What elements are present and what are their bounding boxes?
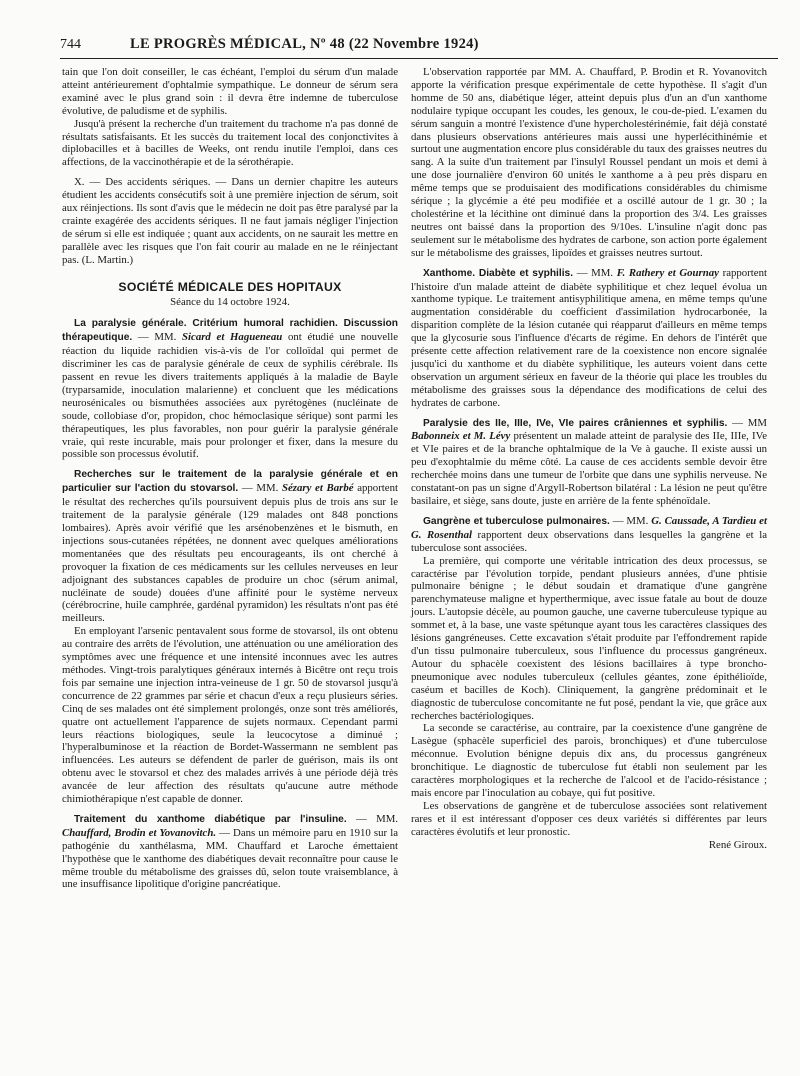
stovarsol-pre: — MM.: [238, 482, 279, 495]
conclusion-paragraph: Les observations de gangrène et de tuberculose associées sont relativement rares et il est intéressant d'opposer ces deux variétés si différentes par leurs caractères évolutifs et leur pronostic.: [411, 799, 767, 838]
paralysie-title: La paralysie générale. Critérium humoral rachidien. Discussion thérapeutique.: [62, 318, 398, 344]
journal-title: LE PROGRÈS MÉDICAL, Nº 48 (22 Novembre 1924): [130, 36, 479, 52]
gangrene-text: rapportent deux observations dans lesquelles la gangrène et la tuberculose sont associées.: [411, 528, 767, 554]
nerfs-text: présentent un malade atteint de paralysie des IIe, IIIe, IVe et VIe paires et de la branche ophtalmique de la Ve à gauche. Il existe aussi un peu d'exophtalmie du même côté. La cause de ces accidents semble devoir être recherchée moins dans une tumeur de l'orbite que dans une syphilis nerveuse. Ne constatant-on pas un signe d'Argyll-Robertson bilatéral : La lésion ne peut qu'être basilaire, et siège, sans doute, juste en arrière de la fente sphénoïdale.: [411, 430, 767, 507]
accidents-signature: (L. Martin.): [81, 253, 134, 266]
gangrene-title: Gangrène et tuberculose pulmonaires.: [423, 515, 610, 527]
trachome-paragraph: Jusqu'à présent la recherche d'un traitement du trachome n'a pas donné de résultats satisfaisants. Et les succès du traitement local des conjonctivites à diplobacilles et à bacilles de Weeks, ont rendu inutile l'emploi, dans ces affections, de la vaccinothérapie et de la sérothérapie.: [62, 117, 398, 169]
xanthome-authors: Chauffard, Brodin et Yovanovitch.: [62, 826, 217, 839]
paralysie-pre: — MM.: [132, 331, 177, 344]
accidents-paragraph: [62, 176, 398, 266]
xanthome-report: [62, 813, 398, 891]
paralysie-report: [62, 317, 398, 461]
stovarsol-text: apportent le résultat des recherches qu'ils poursuivent depuis plus de trois ans sur le traitement de la paralysie générale (129 malades ont 848 ponctions lombaires). Après avoir vérifié que les arsénobenzènes et le bismuth, en injections sous-cutanées répétées, ne donnent avec quelques améliorations momentanées que des résultats peu encourageants, ils ont cherché à provoquer la fixation de ces médicaments sur les cellules nerveuses en leur adjoignant des substances capables de produire un choc (sérum animal, nucléinate de soude) douées d'une affinité pour le système nerveux (cérébrocrine, huile camphrée, gardénal pyramidon) les résultats n'ont pas été meilleurs.: [62, 482, 398, 625]
session-date: Séance du 14 octobre 1924.: [170, 295, 290, 308]
diabete-pre: — MM.: [573, 266, 614, 279]
continued-paragraph: tain que l'on doit conseiller, le cas échéant, l'emploi du sérum d'un malade atteint antérieurement d'ophtalmie sympathique. Le donneur de sérum sera examiné avec le plus grand soin : il devra être indemne de tuberculose évolutive, de paludisme et de syphilis.: [62, 66, 398, 117]
stovarsol-title: Recherches sur le traitement de la paralysie générale et en particulier sur l'action du stovarsol.: [62, 469, 398, 495]
stovarsol-authors: Sézary et Barbé: [281, 482, 354, 495]
observation-paragraph: L'observation rapportée par MM. A. Chauffard, P. Brodin et R. Yovanovitch apporte la vérification presque expérimentale de cette hypothèse. Il s'agit d'un homme de 50 ans, diabétique léger, atteint depuis plus d'un an d'un xanthome nodulaire typique occupant les coudes, les genoux, le cou-de-pied. L'examen du sérum sanguin a montré l'existence d'une hypercholestérinémie, fait déjà constaté dans plusieurs observations antérieures mais aussi une hyperlécithinémie et surtout une augmentation encore plus considérable du taux des graisses neutres du sang. A la suite d'un traitement par l'insulyl Roussel pendant un mois et demi à une dose journalière d'environ 60 unités le xanthome a à peu près disparu en même temps que se produisaient des modifications considérables du chimisme sérique ; la glycémie a été peu modifiée et a oscillé autour de 1 gr. 30 ; la cholestérine et la lécithine ont diminué dans la proportion des 3/4. Les graisses neutres ont baissé dans la proportion des 9/10es. L'insuline n'agit donc pas seulement sur le métabolisme des hydrates de carbone, son action porte également sur le métabolisme des graisses, lipoïdes et graisses neutres surtout.: [411, 66, 767, 259]
right-column: [411, 66, 767, 851]
xanthome-text: — Dans un mémoire paru en 1910 sur la pathogénie du xanthélasma, MM. Chauffard et Laroche émettaient l'hypothèse que le xanthome des diabétiques devait reconnaître pour cause le même trouble du métabolisme des graisses dû, selon toute vraisemblance, à une insuffisance lipolitique d'origine pancréatique.: [62, 826, 398, 891]
stovarsol-report: [62, 468, 398, 625]
arsenic-paragraph: En employant l'arsenic pentavalent sous forme de stovarsol, ils ont obtenu au contraire des arrêts de l'évolution, une atténuation ou une amélioration des symptômes avec une fréquence et une intensité inconnues avec les autres méthodes. Vingt-trois paralytiques généraux internés à Bicêtre ont reçu trois fois par semaine une injection intra-veineuse de 1 gr. 50 de stovarsol jusqu'à concurrence de 22 grammes par série et chacun d'eux a reçu plusieurs séries. Cinq de ses malades ont été simplement prolongés, onze sont très améliorés, quatre ont actuellement l'apparence de sujets normaux. Cependant parmi leurs réactions biologiques, seule la leucocytose a diminué ; l'hyperalbuminose et la réaction de Bordet-Wassermann ne semblent pas influencées. Les auteurs se défendent de parler de guérison, mais ils ont obtenu avec le stovarsol et chez des malades arrivés à une période déjà très avancée de leur affection des résultats qu'aucune autre méthode chimiothérapique n'est capable de donner.: [62, 625, 398, 806]
diabete-report: [411, 267, 767, 410]
premiere-paragraph: La première, qui comporte une véritable intrication des deux processus, se caractérise par l'évolution torpide, pendant plusieurs années, d'une phtisie pulmonaire bénigne ; le début soudain et dramatique d'une gangrène parenchymateuse maligne et hyperthermique, avec issue fatale au bout de douze jours. L'autopsie décèle, au poumon gauche, une caverne tuberculeuse typique au sommet et, à la base, une vaste spétunque ayant tous les caractères classiques des lésions gangréneuses. Cette excavation s'était produite par l'effondrement rapide d'un tissu pulmonaire tuberculeux, sous l'influence du processus gangréneux. Autour du sphacèle coexistent des lésions bacillaires à type broncho-pneumonique avec nodules tuberculeux (cellules géantes, zone épithélioïde, caséum et bacilles de Koch). Cliniquement, la gangrène prédominait et le diagnostic de tuberculose concomitante ne fut posé, pendant la vie, que grâce aux recherches bactériologiques.: [411, 554, 767, 722]
accidents-text: X. — Des accidents sériques. — Dans un dernier chapitre les auteurs étudient les accidents consécutifs soit à une première injection de sérum, soit aux réinjections. Ils sont d'avis que le médecin ne doit pas être paralysé par la crainte exagérée des accidents sériques. Il ne faut jamais négliger l'injection de sérum si elle est indiquée ; quant aux accidents, on ne saurait les mettre en parallèle avec les risques que l'on fait courir au malade en ne le réinjectant pas.: [62, 176, 398, 266]
nerfs-title: Paralysie des IIe, IIIe, IVe, VIe paires crâniennes et syphilis.: [423, 417, 728, 429]
gangrene-authors: G. Caussade, A Tardieu et G. Rosenthal: [411, 514, 767, 541]
running-header: [60, 36, 778, 59]
gangrene-pre: — MM.: [609, 514, 649, 527]
page-number: 744: [60, 37, 81, 52]
nerfs-authors: Babonneix et M. Lévy: [411, 430, 511, 443]
nerfs-report: [411, 417, 767, 508]
diabete-title: Xanthome. Diabète et syphilis.: [423, 267, 574, 279]
society-heading: SOCIÉTÉ MÉDICALE DES HOPITAUX: [118, 279, 342, 294]
diabete-text: rapportent l'histoire d'un malade atteint de diabète syphilitique et chez lequel évolua un xanthome typique. Le traitement antisyphilitique amena, en même temps qu'une augmentation considérable du coefficient d'assimilation hydrocarbonée, la disparition complète de la lésion cutanée qui réapparut d'ailleurs en même temps que la glycosurie sous l'influence d'écarts de régime. En dehors de l'intérêt que présente cette affection relativement rare de la coexistence non encore signalée jusqu'ici du xanthome et du diabète syphilitique, les auteurs voient dans cette observation un argument sérieux en faveur de la théorie qui place les troubles du métabolisme des graisses sous la dépendance des modifications de celui des hydrates de carbone.: [411, 266, 767, 409]
diabete-authors: F. Rathery et Gournay: [616, 266, 719, 279]
gangrene-report: [411, 515, 767, 555]
nerfs-pre: — MM: [727, 416, 767, 429]
seconde-paragraph: La seconde se caractérise, au contraire, par la coexistence d'une gangrène de Lasègue (sphacèle superficiel des parois, bronchiques) et d'une tuberculose méconnue. Evolution bénigne depuis dix ans, du processus gangréneux bronchitique. Le diagnostic de tuberculose fut établi non seulement par les caractères morphologiques et la recherche de l'alcool et de l'acido-résistance ; mais encore par l'inoculation au cobaye, qui fut positive.: [411, 722, 767, 799]
paralysie-authors: Sicard et Hagueneau: [182, 331, 283, 344]
author-signature: René Giroux.: [708, 838, 767, 851]
xanthome-pre: — MM.: [346, 812, 398, 825]
paralysie-text: ont étudié une nouvelle réaction du liquide rachidien vis-à-vis de l'or colloïdal qui permet de discriminer les cas de paralysie générale de ceux de syphilis cérébrale. Ils passent en revue les divers traitements appliqués à la maladie de Bayle (tryparsamide, inoculation malarienne) et concluent que les médications neurosénicales ou bismuthées associées aux pyrétogènes (nucléinate de soude, collobiase d'or, propidon, choc hémoclasique sérique) sont parmi les thérapeutiques, les plus favorables, non pour guérir la paralysie générale vraie, qui reste incurable, mais pour prolonger et fixer, dans la mesure du possible son processus évolutif.: [62, 331, 398, 461]
xanthome-title: Traitement du xanthome diabétique par l'insuline.: [74, 813, 347, 825]
left-column: [62, 66, 398, 891]
